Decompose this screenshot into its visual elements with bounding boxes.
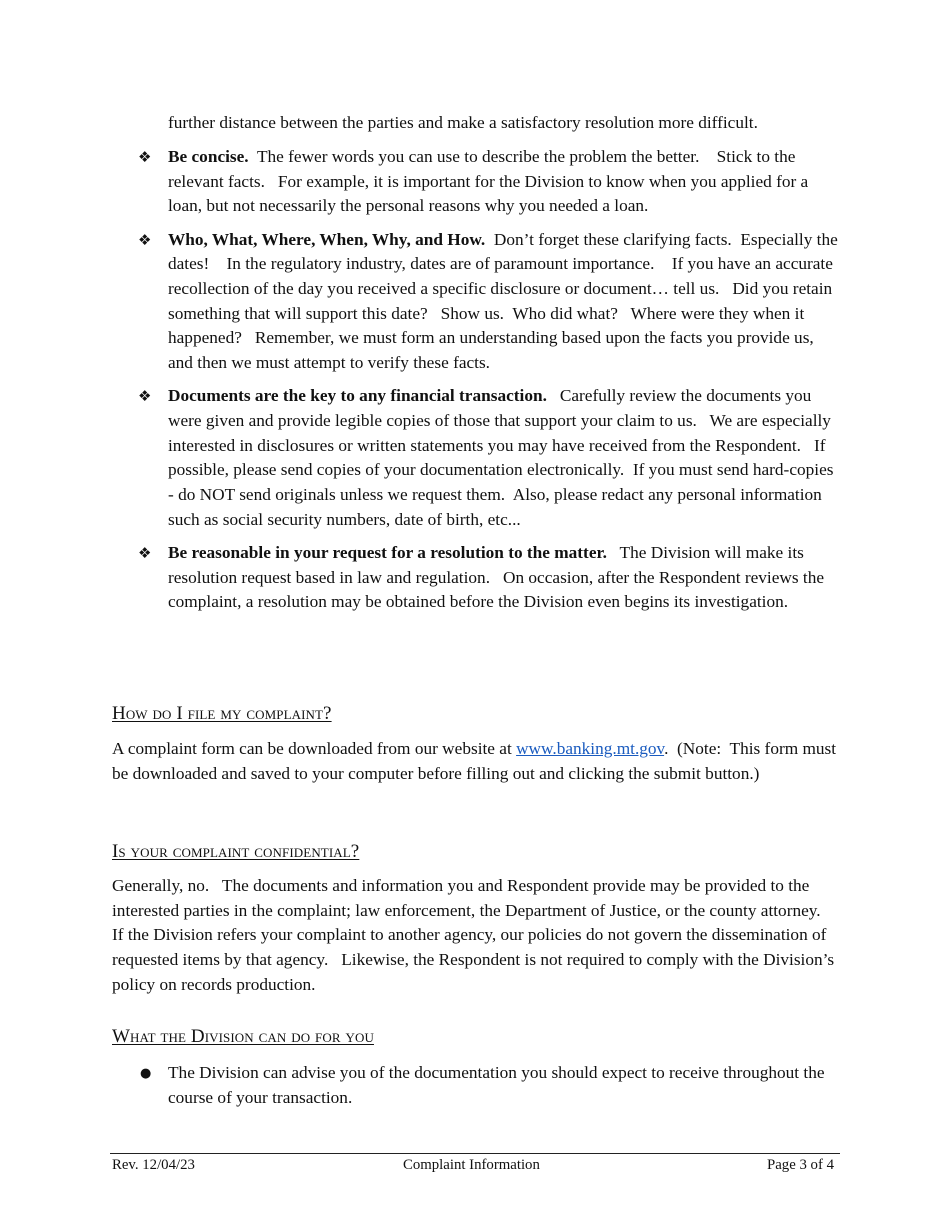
tip-text: The Division will make its resolution request based in law and regulation. On occasion, after the Respondent reviews the complaint, a resolution may be obtained before the Division even begins its investigation. xyxy=(168,543,829,612)
diamond-four-icon: ❖ xyxy=(138,544,152,563)
tip-item-concise xyxy=(112,145,840,219)
tip-lead: Who, What, Where, When, Why, and How. xyxy=(168,229,486,249)
tip-item-documents xyxy=(112,384,840,532)
division-list-item xyxy=(112,1061,840,1110)
file-text-before: A complaint form can be downloaded from our website at xyxy=(112,739,517,758)
footer-page-number: Page 3 of 4 xyxy=(767,1157,834,1173)
diamond-four-icon: ❖ xyxy=(138,148,152,166)
confidential-paragraph: Generally, no. The documents and information you and Respondent provide may be provided to the interested parties in the complaint; law enforcement, the Department of Justice, or the county attorney. If the Division refers your complaint to another agency, our policies do not govern the dissemination of requested items by that agency. Likewise, the Respondent is not required to comply with the Division’s policy on records production. xyxy=(112,876,839,994)
section-heading-file-complaint: How do I file my complaint? xyxy=(112,703,332,724)
tip-text: Carefully review the documents you were given and provide legible copies of those that support your claim to us. We are especially interested in disclosures or written statements you may have received from the Respondent. If possible, please send copies of your documentation electronically. If you must send hard-copies - do NOT send originals unless we request them. Also, please redact any personal information such as social security numbers, date of birth, etc... xyxy=(168,386,838,529)
section-heading-division: What the Division can do for you xyxy=(112,1026,374,1047)
tip-text: Don’t forget these clarifying facts. Especially the dates! In the regulatory industry, dates are of paramount importance. If you have an accurate recollection of the day you received a specific disclosure or document… tell us. Did you retain something that will support this date? Show us. Who did what? Where were they when it happened? Remember, we must form an understanding based upon the facts you provide us, and then we must attempt to verify these facts. xyxy=(168,229,843,373)
footer-revision: Rev. 12/04/23 xyxy=(112,1157,195,1173)
banking-website-link[interactable]: www.banking.mt.gov xyxy=(516,739,665,758)
tip-lead: Be concise. xyxy=(168,147,249,166)
filled-circle-icon: ● xyxy=(140,1066,152,1081)
section-heading-confidential: Is your complaint confidential? xyxy=(112,841,360,862)
diamond-four-icon: ❖ xyxy=(138,230,152,249)
file-text-after: . (Note: This form must be downloaded and saved to your computer before filling out and clicking the submit button.) xyxy=(112,739,841,783)
diamond-four-icon: ❖ xyxy=(138,387,152,406)
intro-continuation: further distance between the parties and make a satisfactory resolution more difficult. xyxy=(168,113,758,132)
tip-item-who-what xyxy=(112,228,843,376)
tip-item-reasonable xyxy=(112,541,840,615)
footer-title: Complaint Information xyxy=(403,1157,540,1173)
tip-text: The fewer words you can use to describe the problem the better. Stick to the relevant facts. For example, it is important for the Division to know when you applied for a loan, but not necessarily the personal reasons why you needed a loan. xyxy=(168,147,813,216)
file-complaint-paragraph xyxy=(112,737,842,786)
tip-lead: Be reasonable in your request for a resolution to the matter. xyxy=(168,543,607,563)
tip-lead: Documents are the key to any financial transaction. xyxy=(168,386,547,406)
footer-divider xyxy=(110,1153,840,1154)
division-list xyxy=(112,1061,840,1119)
division-bullet-text: The Division can advise you of the documentation you should expect to receive throughout the course of your transaction. xyxy=(168,1063,825,1107)
tips-list xyxy=(112,145,843,624)
